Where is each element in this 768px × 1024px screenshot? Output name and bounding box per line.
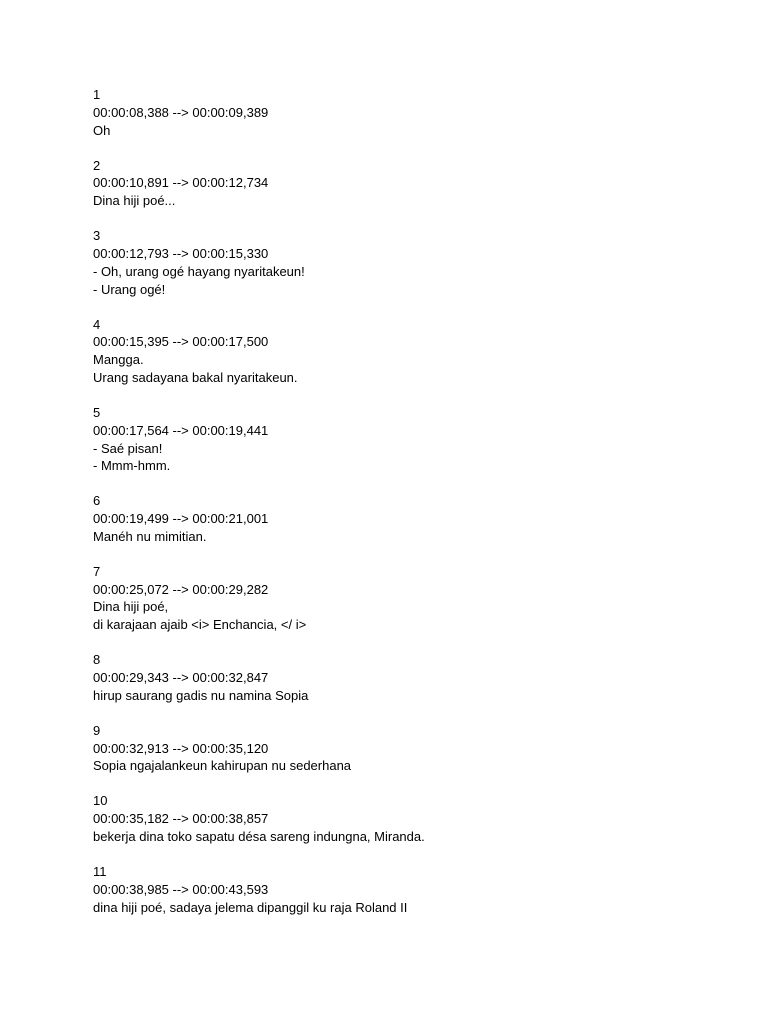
cue-index: 10: [93, 793, 108, 809]
subtitle-cue-1: [93, 86, 713, 139]
cue-text-line: Urang sadayana bakal nyaritakeun.: [93, 369, 298, 385]
cue-timing: 00:00:15,395 --> 00:00:17,500: [93, 334, 269, 350]
cue-text-line: dina hiji poé, sadaya jelema dipanggil ku raja Roland II: [93, 899, 408, 915]
cue-index: 11: [93, 863, 107, 879]
subtitle-document: [93, 86, 713, 934]
cue-text-line: - Oh, urang ogé hayang nyaritakeun!: [93, 263, 305, 279]
subtitle-cue-3: [93, 227, 713, 298]
cue-text-line: bekerja dina toko sapatu désa sareng indungna, Miranda.: [93, 828, 425, 844]
cue-index: 7: [93, 563, 101, 579]
cue-timing: 00:00:29,343 --> 00:00:32,847: [93, 670, 269, 686]
subtitle-cue-9: [93, 722, 713, 775]
cue-timing: 00:00:32,913 --> 00:00:35,120: [93, 740, 269, 756]
cue-timing: 00:00:25,072 --> 00:00:29,282: [93, 581, 269, 597]
cue-text-line: Sopia ngajalankeun kahirupan nu sederhana: [93, 758, 352, 774]
cue-timing: 00:00:35,182 --> 00:00:38,857: [93, 811, 269, 827]
subtitle-cue-2: [93, 157, 713, 210]
cue-timing: 00:00:10,891 --> 00:00:12,734: [93, 175, 269, 191]
subtitle-cue-4: [93, 316, 713, 387]
cue-timing: 00:00:19,499 --> 00:00:21,001: [93, 511, 269, 527]
cue-timing: 00:00:38,985 --> 00:00:43,593: [93, 881, 269, 897]
cue-text-line: Dina hiji poé,: [93, 599, 169, 615]
cue-text-line: - Urang ogé!: [93, 281, 166, 297]
subtitle-cue-11: [93, 863, 713, 916]
subtitle-cue-8: [93, 651, 713, 704]
cue-timing: 00:00:08,388 --> 00:00:09,389: [93, 104, 269, 120]
cue-text-line: Dina hiji poé...: [93, 193, 176, 209]
subtitle-cue-10: [93, 792, 713, 845]
cue-index: 9: [93, 722, 101, 738]
cue-index: 1: [93, 87, 101, 102]
subtitle-cue-6: [93, 492, 713, 545]
cue-text-line: Manéh nu mimitian.: [93, 528, 207, 544]
cue-index: 6: [93, 493, 101, 509]
cue-index: 3: [93, 228, 101, 244]
cue-index: 5: [93, 404, 101, 420]
cue-index: 8: [93, 652, 101, 668]
subtitle-cue-7: [93, 563, 713, 634]
cue-text-line: - Mmm-hmm.: [93, 458, 171, 474]
cue-text-line: Mangga.: [93, 352, 144, 368]
cue-timing: 00:00:12,793 --> 00:00:15,330: [93, 245, 269, 261]
subtitle-cue-5: [93, 404, 713, 475]
cue-index: 2: [93, 157, 101, 173]
cue-text-line: Oh: [93, 122, 111, 138]
cue-index: 4: [93, 316, 101, 332]
cue-text-line: - Saé pisan!: [93, 440, 163, 456]
cue-timing: 00:00:17,564 --> 00:00:19,441: [93, 422, 269, 438]
cue-text-line: hirup saurang gadis nu namina Sopia: [93, 687, 309, 703]
cue-text-line: di karajaan ajaib <i> Enchancia, </ i>: [93, 617, 307, 633]
